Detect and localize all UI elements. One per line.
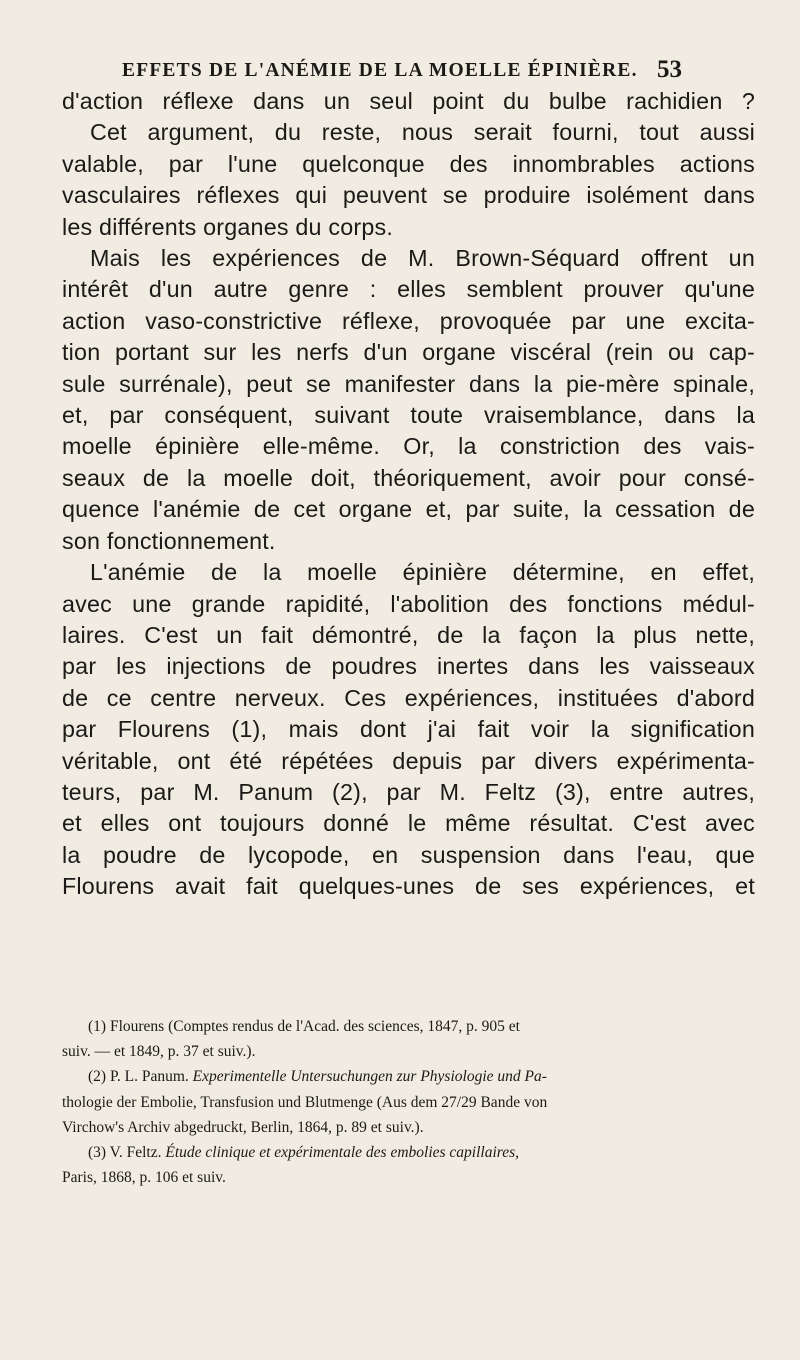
text-line: de ce centre nerveux. Ces expériences, instituées d'abord xyxy=(62,684,755,711)
footnote-2-author: (2) P. L. Panum. xyxy=(88,1068,193,1086)
footnote-3-line xyxy=(62,1140,755,1165)
text-line: laires. C'est un fait démontré, de la façon la plus nette, xyxy=(62,621,755,648)
footnote-2-title-cont: thologie der Embolie, Transfusion und Blutmenge xyxy=(62,1093,373,1111)
footnote-1-line: (1) Flourens (Comptes rendus de l'Acad. des sciences, 1847, p. 905 et xyxy=(88,1018,520,1035)
text-line: avec une grande rapidité, l'abolition des fonctions médul- xyxy=(62,590,755,617)
text-line: Flourens avait fait quelques-unes de ses expériences, et xyxy=(62,873,755,900)
text-line: et elles ont toujours donné le même résultat. C'est avec xyxy=(62,810,755,837)
text-line: action vaso-constrictive réflexe, provoquée par une excita- xyxy=(62,307,755,334)
text-line: teurs, par M. Panum (2), par M. Feltz (3), entre autres, xyxy=(62,778,755,805)
text-line: L'anémie de la moelle épinière détermine, en effet, xyxy=(90,559,755,586)
text-line: seaux de la moelle doit, théoriquement, avoir pour consé- xyxy=(62,464,755,491)
running-title: EFFETS DE L'ANÉMIE DE LA MOELLE ÉPINIÈRE. xyxy=(122,60,638,81)
text-line: sule surrénale), peut se manifester dans la pie-mère spinale, xyxy=(62,370,755,397)
text-line: quence l'anémie de cet organe et, par suite, la cessation de xyxy=(62,496,755,523)
text-line: tion portant sur les nerfs d'un organe viscéral (rein ou cap- xyxy=(62,339,755,366)
text-line: valable, par l'une quelconque des innombrables actions xyxy=(62,150,755,177)
page-header xyxy=(122,56,682,86)
text-line: les différents organes du corps. xyxy=(62,213,394,240)
text-line: Cet argument, du reste, nous serait fourni, tout aussi xyxy=(90,119,755,146)
text-line: par les injections de poudres inertes dans les vaisseaux xyxy=(62,653,755,680)
footnote-2-source: (Aus dem 27/29 Bande von xyxy=(372,1093,548,1111)
text-line: d'action réflexe dans un seul point du bulbe rachidien ? xyxy=(62,88,755,114)
text-line: Mais les expériences de M. Brown-Séquard offrent un xyxy=(90,245,755,272)
text-line: moelle épinière elle-même. Or, la constriction des vais- xyxy=(62,433,755,460)
text-line: vasculaires réflexes qui peuvent se produire isolément dans xyxy=(62,182,755,209)
footnote-2-line xyxy=(62,1090,755,1115)
footnote-3-author: (3) V. Feltz. xyxy=(88,1144,166,1162)
body-text xyxy=(62,86,755,903)
text-line: par Flourens (1), mais dont j'ai fait voir la signification xyxy=(62,716,755,743)
text-line: la poudre de lycopode, en suspension dans l'eau, que xyxy=(62,841,755,868)
text-line: intérêt d'un autre genre : elles semblent prouver qu'une xyxy=(62,276,755,303)
text-line: et, par conséquent, suivant toute vraisemblance, dans la xyxy=(62,402,755,429)
footnote-3-line: Paris, 1868, p. 106 et suiv. xyxy=(62,1169,226,1187)
footnote-3-title: Étude clinique et expérimentale des embolies capillaires, xyxy=(165,1144,520,1162)
text-line: véritable, ont été répétées depuis par divers expérimenta- xyxy=(62,747,755,774)
page-number: 53 xyxy=(657,56,682,83)
footnote-2-line: Virchow's Archiv abgedruckt, Berlin, 1864, p. 89 et suiv.). xyxy=(62,1118,424,1136)
footnotes xyxy=(62,1014,755,1190)
footnote-2-title: Experimentelle Untersuchungen zur Physiologie und Pa- xyxy=(192,1068,547,1086)
text-line: son fonctionnement. xyxy=(62,527,276,554)
footnote-2-line xyxy=(62,1064,755,1089)
footnote-1-line: suiv. — et 1849, p. 37 et suiv.). xyxy=(62,1043,256,1061)
